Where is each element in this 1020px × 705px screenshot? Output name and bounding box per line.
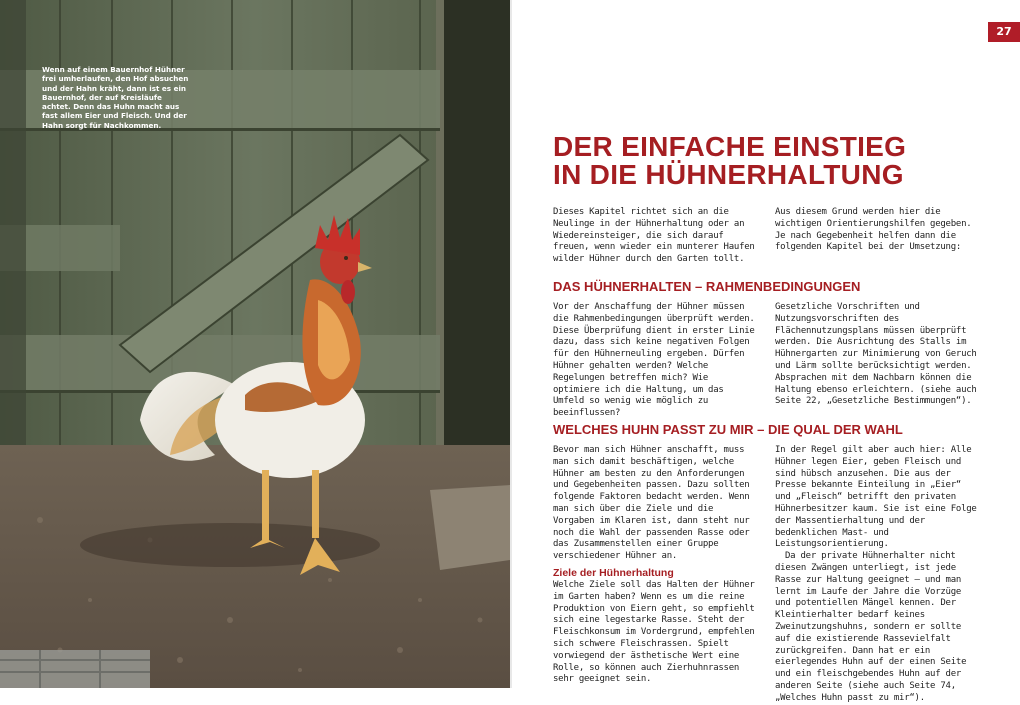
section1-right-paragraph: Gesetzliche Vorschriften und Nutzungsvorschriften des Flächennutzungsplans müssen überprüft werden. Die Ausrichtung des Stalls im Hühnergarten zur Minimierung von Geruch und Lärm sollte berücksichtigt werden. Absprachen mit dem Nachbarn können die Haltung ebenso erleichtern. (siehe auch Seite 22, „Gesetzliche Bestimmungen“). xyxy=(775,302,977,407)
intro-left-paragraph: Dieses Kapitel richtet sich an die Neulinge in der Hühnerhaltung oder an Wiedereinsteiger, die sich darauf freuen, wenn wieder ein munterer Haufen wilder Hühner durch den Garten tollt. xyxy=(553,207,755,265)
photo-caption: Wenn auf einem Bauernhof Hühner frei umherlaufen, den Hof absuchen und der Hahn kräht, dann ist es ein Bauernhof, der auf Kreisläufe achtet. Denn das Huhn macht aus fast allem Eier und Fleisch. Und der Hahn sorgt für Nachkommen. xyxy=(42,65,189,130)
section1-right-column xyxy=(775,302,981,408)
chapter-title xyxy=(553,133,973,189)
section1-left-column xyxy=(553,302,759,420)
section-heading-rahmenbedingungen: DAS HÜHNERHALTEN – RAHMENBEDINGUNGEN xyxy=(553,279,861,294)
left-page-photo xyxy=(0,0,510,688)
page-number: 27 xyxy=(988,22,1020,42)
intro-right-paragraph: Aus diesem Grund werden hier die wichtigen Orientierungshilfen gegeben. Je nach Gegebenheit helfen dann die folgenden Kapitel bei der Umsetzung: xyxy=(775,207,972,253)
section2-right-column xyxy=(775,445,981,705)
subheading-ziele: Ziele der Hühnerhaltung xyxy=(553,566,674,579)
section2-left-paragraph-1: Bevor man sich Hühner anschafft, muss man sich damit beschäftigen, welche Hühner am besten zu den Anforderungen und Gegebenheiten passen. Dazu sollten folgende Faktoren bedacht werden. Wenn man sich über die Ziele und die Vorgaben im Klaren ist, dann steht nur noch die Wahl der passenden Rasse oder das Zusammenstellen einer Gruppe verschiedener Hühner an. xyxy=(553,445,750,562)
section1-left-paragraph: Vor der Anschaffung der Hühner müssen die Rahmenbedingungen überprüft werden. Diese Überprüfung dient in erster Linie dazu, dass sich keine negativen Folgen für den Hühnerneuling ergeben. Dürfen Hühner gehalten werden? Welche Regelungen betreffen mich? Wie optimiere ich die Haltung, um das Umfeld so wenig wie möglich zu beeinflussen? xyxy=(553,302,755,419)
section-heading-qual-der-wahl: WELCHES HUHN PASST ZU MIR – DIE QUAL DER WAHL xyxy=(553,422,903,437)
section2-right-paragraph-2: Da der private Hühnerhalter nicht diesen Zwängen unterliegt, ist jede Rasse zur Haltung geeignet – und man lernt im Laufe der Jahre die Vorzüge und potentiellen Mängel kennen. Der Kleintierhalter bedarf keines Zweinutzungshuhns, sondern er sollte auf die existierende Rassevielfalt zurückgreifen. Dann hat er ein eierlegendes Huhn auf der einen Seite und ein fleischgebendes Huhn auf der anderen Seite (siehe auch Seite 74, „Welches Huhn passt zu mir“). xyxy=(775,551,967,703)
chapter-title-line-2: IN DIE HÜHNERHALTUNG xyxy=(553,159,904,190)
intro-left-column xyxy=(553,207,759,266)
intro-right-column xyxy=(775,207,981,254)
section2-right-paragraph-1: In der Regel gilt aber auch hier: Alle Hühner legen Eier, geben Fleisch und sind hübsch anzusehen. Die aus der Presse bekannte Einteilung in „Eier“ und „Fleisch“ betrifft den privaten Hühnerbesitzer kaum. Sie ist eine Folge der Massentierhaltung und der bedenklichen Mast- und Leistungsorientierung. xyxy=(775,445,977,550)
chapter-title-line-1: DER EINFACHE EINSTIEG xyxy=(553,131,907,162)
section2-left-paragraph-2: Welche Ziele soll das Halten der Hühner im Garten haben? Wenn es um die reine Produktion von Eiern geht, so empfiehlt sich eine legestarke Rasse. Steht der Fleischkonsum im Vordergrund, empfehlen sich schwere Fleischrassen. Spielt vorwiegend der ästhetische Wert eine Rolle, so können auch Zierhuhnrassen sehr geeignet sein. xyxy=(553,579,755,685)
section2-left-column xyxy=(553,445,759,686)
